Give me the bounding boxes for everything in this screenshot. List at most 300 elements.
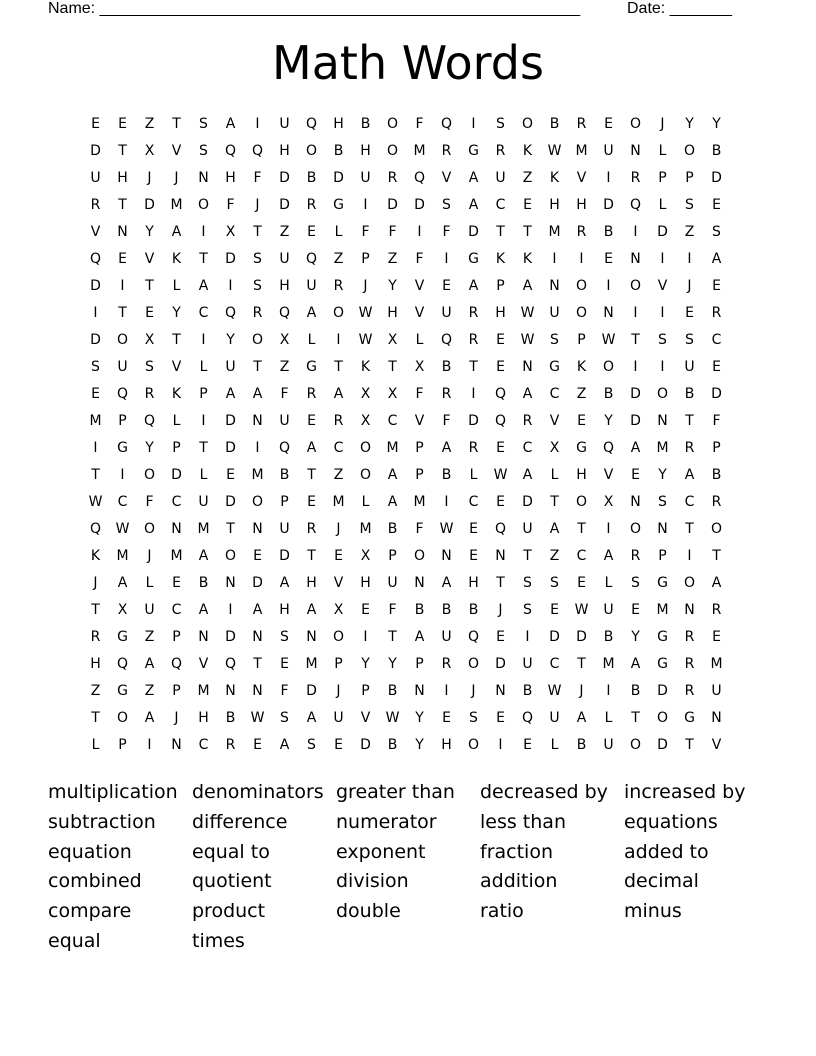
word-bank-item: times xyxy=(192,929,245,952)
grid-letter: F xyxy=(280,683,289,699)
grid-letter: T xyxy=(91,602,100,618)
word-bank-item: less than xyxy=(480,810,566,833)
grid-letter: P xyxy=(685,170,694,186)
grid-letter: Q xyxy=(521,710,534,726)
grid-letter: P xyxy=(658,548,667,564)
grid-letter: I xyxy=(498,737,503,753)
grid-letter: Y xyxy=(226,332,235,348)
grid-letter: N xyxy=(306,629,317,645)
grid-letter: T xyxy=(118,143,127,159)
word-bank-item: difference xyxy=(192,810,288,833)
grid-letter: F xyxy=(415,116,424,132)
grid-letter: Z xyxy=(144,116,155,132)
grid-letter: T xyxy=(172,116,181,132)
grid-letter: D xyxy=(468,224,479,240)
word-bank-item: greater than xyxy=(336,781,455,803)
date-field-label: Date: _______ xyxy=(627,0,732,17)
grid-letter: L xyxy=(658,197,667,213)
grid-letter: S xyxy=(469,710,478,726)
grid-letter: L xyxy=(361,494,370,510)
grid-letter: D xyxy=(225,251,236,267)
grid-letter: J xyxy=(93,575,98,591)
grid-letter: D xyxy=(225,413,236,429)
grid-letter: X xyxy=(360,386,371,402)
grid-row xyxy=(82,111,730,138)
grid-letter: R xyxy=(468,440,479,456)
grid-letter: T xyxy=(91,467,100,483)
grid-letter: D xyxy=(576,629,587,645)
grid-letter: R xyxy=(468,305,479,321)
grid-letter: T xyxy=(307,467,316,483)
grid-letter: R xyxy=(576,116,587,132)
grid-letter: N xyxy=(225,683,236,699)
grid-letter: B xyxy=(549,116,560,132)
grid-letter: R xyxy=(306,197,317,213)
grid-letter: T xyxy=(334,359,343,375)
grid-letter: B xyxy=(225,710,236,726)
grid-letter: K xyxy=(522,251,533,267)
grid-letter: S xyxy=(523,575,532,591)
word-bank-item: increased by xyxy=(624,781,746,803)
grid-letter: A xyxy=(171,224,182,240)
grid-letter: E xyxy=(334,548,343,564)
grid-letter: O xyxy=(359,467,372,483)
grid-row xyxy=(82,354,730,381)
grid-letter: T xyxy=(307,548,316,564)
grid-letter: G xyxy=(657,656,668,672)
grid-letter: Q xyxy=(116,656,129,672)
grid-letter: R xyxy=(387,170,398,186)
grid-letter: T xyxy=(631,710,640,726)
grid-row xyxy=(82,408,730,435)
grid-letter: A xyxy=(252,602,263,618)
grid-letter: F xyxy=(415,521,424,537)
grid-letter: H xyxy=(441,737,452,753)
grid-letter: Y xyxy=(712,116,721,132)
grid-letter: D xyxy=(225,494,236,510)
grid-row xyxy=(82,300,730,327)
grid-letter: D xyxy=(279,197,290,213)
grid-letter: L xyxy=(604,710,613,726)
grid-letter: M xyxy=(413,143,426,159)
grid-letter: D xyxy=(360,737,371,753)
grid-letter: U xyxy=(306,278,317,294)
grid-letter: F xyxy=(361,224,370,240)
grid-letter: V xyxy=(711,737,722,753)
grid-letter: O xyxy=(143,521,156,537)
grid-letter: E xyxy=(685,305,694,321)
grid-letter: Q xyxy=(494,386,507,402)
grid-letter: S xyxy=(199,143,208,159)
grid-letter: H xyxy=(117,170,128,186)
grid-letter: M xyxy=(359,521,372,537)
grid-letter: P xyxy=(496,278,505,294)
grid-letter: Z xyxy=(387,251,398,267)
grid-letter: L xyxy=(172,413,181,429)
grid-letter: C xyxy=(171,602,182,618)
grid-letter: J xyxy=(336,683,341,699)
grid-letter: O xyxy=(629,521,642,537)
grid-letter: O xyxy=(710,521,723,537)
grid-letter: E xyxy=(253,548,262,564)
grid-letter: R xyxy=(225,737,236,753)
grid-letter: N xyxy=(198,629,209,645)
grid-letter: S xyxy=(658,332,667,348)
grid-letter: R xyxy=(90,629,101,645)
grid-letter: U xyxy=(279,251,290,267)
grid-letter: O xyxy=(656,710,669,726)
grid-letter: D xyxy=(225,629,236,645)
grid-letter: M xyxy=(116,548,129,564)
grid-letter: K xyxy=(549,170,560,186)
grid-letter: C xyxy=(198,305,209,321)
grid-letter: H xyxy=(576,197,587,213)
grid-letter: U xyxy=(90,170,101,186)
word-bank-item: minus xyxy=(624,900,682,923)
grid-row xyxy=(82,516,730,543)
grid-letter: F xyxy=(442,224,451,240)
grid-letter: O xyxy=(467,656,480,672)
grid-row xyxy=(82,732,730,759)
grid-letter: I xyxy=(120,278,125,294)
grid-letter: D xyxy=(711,386,722,402)
grid-row xyxy=(82,462,730,489)
grid-row xyxy=(82,246,730,273)
grid-letter: N xyxy=(414,575,425,591)
grid-letter: Q xyxy=(494,413,507,429)
grid-letter: J xyxy=(363,278,368,294)
grid-letter: O xyxy=(332,629,345,645)
grid-letter: I xyxy=(228,602,233,618)
grid-letter: O xyxy=(683,575,696,591)
grid-letter: O xyxy=(197,197,210,213)
grid-letter: N xyxy=(252,629,263,645)
grid-letter: O xyxy=(629,278,642,294)
grid-letter: N xyxy=(225,575,236,591)
grid-letter: O xyxy=(224,548,237,564)
grid-letter: Q xyxy=(440,332,453,348)
grid-letter: M xyxy=(197,521,210,537)
grid-letter: W xyxy=(547,683,562,699)
grid-letter: I xyxy=(579,251,584,267)
grid-letter: D xyxy=(90,278,101,294)
grid-letter: X xyxy=(603,494,614,510)
grid-letter: D xyxy=(90,332,101,348)
grid-letter: C xyxy=(684,494,695,510)
grid-letter: M xyxy=(386,440,399,456)
grid-letter: H xyxy=(360,575,371,591)
grid-letter: C xyxy=(711,332,722,348)
grid-letter: U xyxy=(549,305,560,321)
grid-letter: T xyxy=(685,521,694,537)
grid-letter: I xyxy=(633,224,638,240)
grid-letter: Y xyxy=(604,413,613,429)
grid-letter: V xyxy=(171,359,182,375)
grid-letter: X xyxy=(333,602,344,618)
grid-letter: P xyxy=(415,467,424,483)
grid-letter: L xyxy=(334,224,343,240)
grid-letter: R xyxy=(306,386,317,402)
grid-letter: E xyxy=(496,710,505,726)
grid-letter: O xyxy=(521,116,534,132)
grid-letter: A xyxy=(414,629,425,645)
grid-letter: G xyxy=(117,683,128,699)
grid-letter: B xyxy=(441,359,452,375)
grid-letter: R xyxy=(684,656,695,672)
grid-letter: A xyxy=(441,440,452,456)
grid-letter: W xyxy=(439,521,454,537)
grid-letter: R xyxy=(630,170,641,186)
grid-letter: I xyxy=(687,251,692,267)
grid-letter: U xyxy=(198,494,209,510)
grid-letter: B xyxy=(414,602,425,618)
grid-letter: Q xyxy=(413,170,426,186)
grid-letter: Z xyxy=(144,683,155,699)
grid-letter: Q xyxy=(251,143,264,159)
grid-letter: Q xyxy=(278,440,291,456)
grid-letter: E xyxy=(631,602,640,618)
grid-letter: N xyxy=(684,602,695,618)
grid-letter: M xyxy=(413,494,426,510)
grid-letter: K xyxy=(171,386,182,402)
grid-letter: A xyxy=(144,656,155,672)
grid-letter: I xyxy=(660,251,665,267)
grid-letter: R xyxy=(333,413,344,429)
grid-letter: A xyxy=(441,575,452,591)
grid-letter: H xyxy=(279,143,290,159)
grid-letter: L xyxy=(91,737,100,753)
grid-row xyxy=(82,219,730,246)
grid-letter: M xyxy=(656,602,669,618)
grid-letter: F xyxy=(415,386,424,402)
grid-letter: H xyxy=(549,197,560,213)
grid-letter: I xyxy=(633,359,638,375)
grid-letter: C xyxy=(387,413,398,429)
grid-letter: B xyxy=(711,467,722,483)
grid-letter: X xyxy=(414,359,425,375)
grid-letter: L xyxy=(415,332,424,348)
grid-letter: V xyxy=(171,143,182,159)
grid-letter: D xyxy=(657,683,668,699)
grid-letter: W xyxy=(250,710,265,726)
grid-letter: X xyxy=(117,602,128,618)
grid-letter: E xyxy=(469,548,478,564)
grid-letter: H xyxy=(225,170,236,186)
grid-letter: V xyxy=(441,170,452,186)
grid-letter: Z xyxy=(144,629,155,645)
grid-letter: W xyxy=(88,494,103,510)
grid-letter: V xyxy=(333,575,344,591)
grid-letter: I xyxy=(471,386,476,402)
grid-letter: P xyxy=(172,440,181,456)
grid-letter: I xyxy=(93,305,98,321)
grid-letter: K xyxy=(90,548,101,564)
grid-letter: P xyxy=(388,548,397,564)
grid-letter: F xyxy=(388,602,397,618)
grid-letter: B xyxy=(576,737,587,753)
grid-letter: Y xyxy=(658,467,667,483)
grid-letter: R xyxy=(441,386,452,402)
grid-row xyxy=(82,381,730,408)
word-bank-item: exponent xyxy=(336,840,426,863)
word-bank-item: double xyxy=(336,900,401,923)
grid-letter: C xyxy=(198,737,209,753)
grid-letter: N xyxy=(603,305,614,321)
grid-letter: E xyxy=(712,278,721,294)
grid-letter: W xyxy=(520,332,535,348)
grid-letter: G xyxy=(576,440,587,456)
grid-letter: I xyxy=(120,467,125,483)
grid-letter: O xyxy=(656,386,669,402)
grid-letter: X xyxy=(549,440,560,456)
grid-row xyxy=(82,192,730,219)
grid-letter: I xyxy=(606,683,611,699)
grid-letter: R xyxy=(90,197,101,213)
grid-letter: E xyxy=(712,629,721,645)
grid-letter: P xyxy=(712,440,721,456)
grid-letter: A xyxy=(387,467,398,483)
grid-letter: K xyxy=(495,251,506,267)
grid-letter: A xyxy=(522,467,533,483)
grid-letter: A xyxy=(252,386,263,402)
grid-letter: U xyxy=(711,683,722,699)
grid-letter: D xyxy=(252,575,263,591)
grid-letter: Q xyxy=(305,251,318,267)
grid-letter: T xyxy=(253,656,262,672)
grid-letter: Z xyxy=(279,224,290,240)
grid-letter: H xyxy=(387,305,398,321)
grid-letter: T xyxy=(712,548,721,564)
grid-letter: S xyxy=(199,116,208,132)
grid-letter: N xyxy=(495,548,506,564)
grid-letter: W xyxy=(358,305,373,321)
grid-letter: A xyxy=(225,386,236,402)
grid-letter: A xyxy=(333,386,344,402)
grid-letter: A xyxy=(279,575,290,591)
grid-letter: T xyxy=(496,224,505,240)
grid-row xyxy=(82,543,730,570)
grid-letter: B xyxy=(603,386,614,402)
grid-letter: S xyxy=(253,251,262,267)
grid-letter: D xyxy=(414,197,425,213)
grid-letter: N xyxy=(198,170,209,186)
grid-letter: B xyxy=(360,116,371,132)
grid-letter: W xyxy=(385,710,400,726)
grid-letter: G xyxy=(333,197,344,213)
grid-letter: N xyxy=(171,737,182,753)
grid-letter: P xyxy=(199,386,208,402)
page-title: Math Words xyxy=(272,36,544,90)
grid-letter: C xyxy=(549,386,560,402)
grid-letter: E xyxy=(469,521,478,537)
grid-letter: U xyxy=(279,116,290,132)
grid-letter: B xyxy=(279,467,290,483)
grid-letter: T xyxy=(550,494,559,510)
grid-letter: Y xyxy=(145,224,154,240)
grid-letter: E xyxy=(496,332,505,348)
grid-letter: M xyxy=(197,683,210,699)
grid-letter: D xyxy=(657,737,668,753)
grid-letter: A xyxy=(522,386,533,402)
grid-letter: T xyxy=(145,278,154,294)
grid-letter: U xyxy=(522,521,533,537)
grid-letter: J xyxy=(336,521,341,537)
grid-letter: I xyxy=(606,278,611,294)
grid-letter: Y xyxy=(172,305,181,321)
grid-letter: J xyxy=(147,548,152,564)
grid-letter: F xyxy=(253,170,262,186)
grid-letter: V xyxy=(360,710,371,726)
word-bank xyxy=(48,778,768,957)
grid-letter: S xyxy=(685,197,694,213)
grid-letter: C xyxy=(549,656,560,672)
grid-letter: D xyxy=(171,467,182,483)
grid-letter: O xyxy=(359,440,372,456)
grid-letter: O xyxy=(251,494,264,510)
word-bank-item: compare xyxy=(48,900,132,923)
grid-letter: Y xyxy=(145,440,154,456)
grid-letter: P xyxy=(415,440,424,456)
grid-letter: U xyxy=(549,710,560,726)
grid-letter: O xyxy=(386,116,399,132)
grid-letter: I xyxy=(228,278,233,294)
grid-letter: U xyxy=(603,602,614,618)
grid-letter: O xyxy=(413,548,426,564)
grid-letter: N xyxy=(630,251,641,267)
grid-letter: S xyxy=(550,575,559,591)
grid-letter: D xyxy=(90,143,101,159)
grid-letter: V xyxy=(414,305,425,321)
grid-letter: Q xyxy=(467,629,480,645)
grid-letter: A xyxy=(306,305,317,321)
grid-letter: N xyxy=(630,494,641,510)
grid-letter: U xyxy=(117,359,128,375)
grid-letter: P xyxy=(577,332,586,348)
grid-letter: L xyxy=(199,467,208,483)
grid-letter: S xyxy=(550,332,559,348)
grid-letter: E xyxy=(577,575,586,591)
word-bank-column xyxy=(48,778,192,957)
grid-letter: E xyxy=(118,251,127,267)
grid-letter: M xyxy=(656,440,669,456)
grid-letter: G xyxy=(468,251,479,267)
grid-letter: U xyxy=(441,305,452,321)
grid-letter: T xyxy=(118,305,127,321)
grid-letter: Z xyxy=(90,683,101,699)
grid-letter: I xyxy=(660,305,665,321)
grid-letter: E xyxy=(253,737,262,753)
grid-letter: H xyxy=(198,710,209,726)
grid-letter: U xyxy=(387,575,398,591)
grid-letter: G xyxy=(468,143,479,159)
word-bank-item: decimal xyxy=(624,870,699,893)
grid-letter: N xyxy=(441,548,452,564)
grid-letter: J xyxy=(660,116,665,132)
grid-letter: E xyxy=(334,737,343,753)
grid-letter: F xyxy=(226,197,235,213)
grid-letter: H xyxy=(279,278,290,294)
grid-letter: B xyxy=(441,467,452,483)
grid-letter: T xyxy=(388,359,397,375)
grid-letter: U xyxy=(360,170,371,186)
grid-letter: D xyxy=(225,440,236,456)
grid-letter: O xyxy=(629,737,642,753)
grid-letter: C xyxy=(117,494,128,510)
grid-letter: P xyxy=(415,656,424,672)
grid-letter: L xyxy=(604,575,613,591)
grid-letter: L xyxy=(145,575,154,591)
grid-letter: E xyxy=(712,359,721,375)
